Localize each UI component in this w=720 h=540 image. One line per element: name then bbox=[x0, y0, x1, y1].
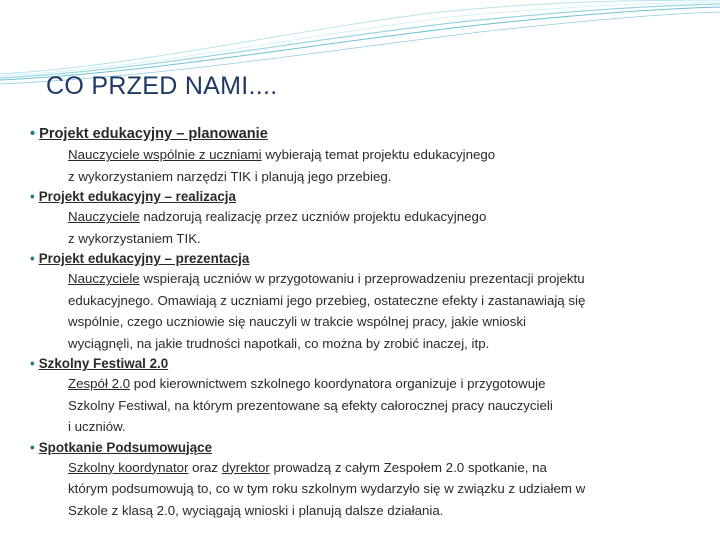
list-item bbox=[30, 188, 718, 249]
list-item bbox=[30, 250, 718, 354]
description-line bbox=[68, 268, 718, 290]
item-heading bbox=[30, 188, 718, 206]
bullet-icon: • bbox=[30, 251, 35, 266]
description-line bbox=[68, 144, 718, 166]
underlined-text: Zespół 2.0 bbox=[68, 376, 131, 391]
text: wybierają temat projektu edukacyjnego bbox=[261, 147, 496, 162]
text: prowadzą z całym Zespołem 2.0 spotkanie, na bbox=[269, 459, 547, 475]
text: wspierają uczniów w przygotowaniu i przeprowadzeniu prezentacji projektu bbox=[139, 271, 585, 286]
item-heading bbox=[30, 439, 718, 457]
description-line bbox=[68, 333, 718, 355]
description-line bbox=[68, 290, 718, 312]
description-line bbox=[68, 206, 718, 228]
description-line bbox=[68, 373, 718, 395]
text: oraz bbox=[188, 459, 222, 475]
underlined-text: Nauczyciele bbox=[68, 271, 140, 286]
item-heading-text: Projekt edukacyjny – prezentacja bbox=[38, 251, 250, 266]
text: edukacyjnego. Omawiają z uczniami jego przebieg, ostateczne efekty i zastanawiają się bbox=[68, 292, 586, 308]
item-heading bbox=[30, 124, 718, 144]
list-item bbox=[30, 355, 718, 438]
text: nadzorują realizację przez uczniów projektu edukacyjnego bbox=[139, 209, 487, 224]
text: Szkole z klasą 2.0, wyciągają wnioski i planują dalsze działania. bbox=[68, 502, 444, 518]
list-item bbox=[30, 124, 718, 187]
item-heading-text: Szkolny Festiwal 2.0 bbox=[38, 356, 169, 371]
item-heading-text: Spotkanie Podsumowujące bbox=[38, 439, 213, 455]
bullet-icon: • bbox=[30, 439, 35, 455]
underlined-text: Szkolny koordynator bbox=[68, 459, 189, 475]
item-description bbox=[30, 373, 718, 438]
text: z wykorzystaniem narzędzi TIK i planują jego przebieg. bbox=[68, 168, 392, 184]
bullet-icon: • bbox=[30, 189, 35, 204]
page-title: CO PRZED NAMI.... bbox=[46, 72, 278, 100]
item-heading-text: Projekt edukacyjny – realizacja bbox=[38, 189, 236, 204]
text: Szkolny Festiwal, na którym prezentowane są efekty całorocznej pracy nauczycieli bbox=[68, 397, 553, 413]
description-line bbox=[68, 457, 718, 479]
bullet-icon: • bbox=[30, 356, 35, 371]
text: i uczniów. bbox=[68, 419, 126, 434]
text: wyciągnęli, na jakie trudności napotkali, co można by zrobić inaczej, itp. bbox=[68, 335, 490, 351]
text: którym podsumowują to, co w tym roku szkolnym wydarzyło się w związku z udziałem w bbox=[68, 481, 586, 496]
description-line bbox=[68, 500, 718, 522]
text: wspólnie, czego uczniowie się nauczyli w trakcie wspólnej pracy, jakie wnioski bbox=[68, 314, 526, 329]
description-line bbox=[68, 478, 718, 500]
description-line bbox=[68, 311, 718, 333]
item-description bbox=[30, 206, 718, 249]
description-line bbox=[68, 416, 718, 438]
bullet-icon: • bbox=[30, 126, 36, 142]
item-description bbox=[30, 457, 718, 522]
item-description bbox=[30, 144, 718, 187]
underlined-text: Nauczyciele wspólnie z uczniami bbox=[68, 147, 262, 162]
underlined-text: Nauczyciele bbox=[68, 209, 140, 224]
underlined-text: dyrektor bbox=[221, 459, 270, 475]
item-description bbox=[30, 268, 718, 354]
text: z wykorzystaniem TIK. bbox=[68, 230, 201, 246]
content-list bbox=[30, 124, 718, 522]
description-line bbox=[68, 395, 718, 417]
list-item bbox=[30, 439, 718, 522]
description-line bbox=[68, 228, 718, 250]
item-heading bbox=[30, 355, 718, 373]
item-heading-text: Projekt edukacyjny – planowanie bbox=[39, 126, 268, 142]
item-heading bbox=[30, 250, 718, 268]
description-line bbox=[68, 166, 718, 188]
text: pod kierownictwem szkolnego koordynatora organizuje i przygotowuje bbox=[130, 376, 546, 391]
